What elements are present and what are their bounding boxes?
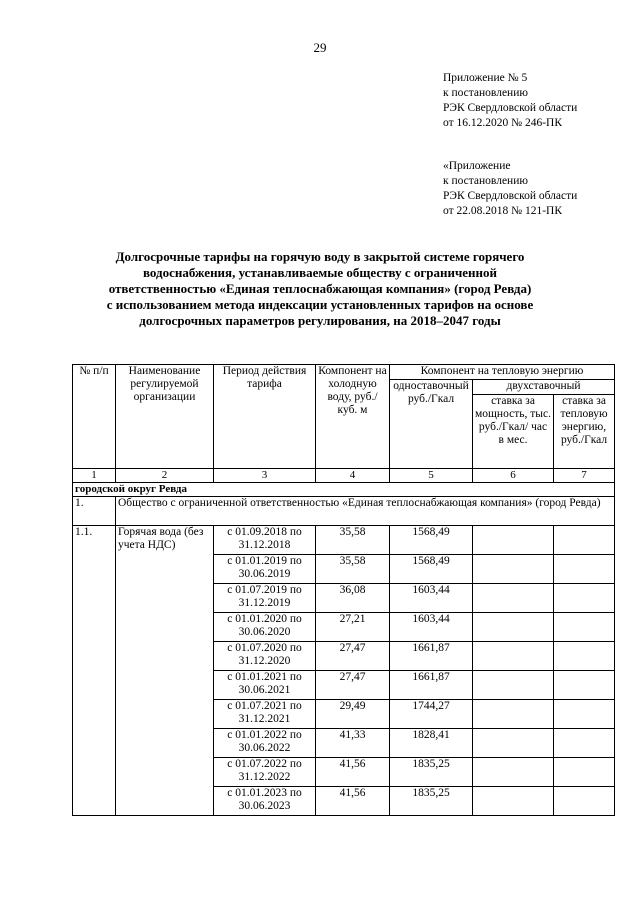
tariff-table <box>72 364 615 816</box>
cold-water-cell: 35,58 <box>316 555 390 584</box>
cold-water-cell: 27,47 <box>316 671 390 700</box>
period-cell: с 01.07.2022 по 31.12.2022 <box>214 758 316 787</box>
title-line: долгосрочных параметров регулирования, на 2018–2047 годы <box>139 313 501 328</box>
header-period: Период действия тарифа <box>214 365 316 469</box>
single-rate-cell: 1568,49 <box>390 526 473 555</box>
title-line: ответственностью «Единая теплоснабжающая компания» (город Ревда) <box>108 281 532 296</box>
single-rate-cell: 1603,44 <box>390 613 473 642</box>
region-row: городской округ Ревда <box>73 483 615 497</box>
header-num: № п/п <box>73 365 116 469</box>
capacity-rate-cell <box>473 729 554 758</box>
energy-rate-cell <box>554 758 615 787</box>
capacity-rate-cell <box>473 584 554 613</box>
energy-rate-cell <box>554 555 615 584</box>
cold-water-cell: 27,47 <box>316 642 390 671</box>
single-rate-cell: 1828,41 <box>390 729 473 758</box>
period-cell: с 01.01.2019 по 30.06.2019 <box>214 555 316 584</box>
col-number: 4 <box>316 469 390 483</box>
appendix-line: РЭК Свердловской области <box>443 102 578 114</box>
appendix-line: к постановлению <box>443 87 528 99</box>
energy-rate-cell <box>554 671 615 700</box>
col-number: 3 <box>214 469 316 483</box>
appendix-line: от 22.08.2018 № 121-ПК <box>443 205 563 217</box>
org-num: 1. <box>73 497 116 526</box>
capacity-rate-cell <box>473 526 554 555</box>
cold-water-cell: 27,21 <box>316 613 390 642</box>
cold-water-cell: 41,33 <box>316 729 390 758</box>
period-cell: с 01.01.2021 по 30.06.2021 <box>214 671 316 700</box>
capacity-rate-cell <box>473 700 554 729</box>
single-rate-cell: 1568,49 <box>390 555 473 584</box>
energy-rate-cell <box>554 613 615 642</box>
appendix-line: Приложение № 5 <box>443 72 528 84</box>
item-num: 1.1. <box>73 526 116 816</box>
period-cell: с 01.07.2019 по 31.12.2019 <box>214 584 316 613</box>
period-cell: с 01.01.2023 по 30.06.2023 <box>214 787 316 816</box>
header-thermal-group: Компонент на тепловую энергию <box>390 365 615 380</box>
energy-rate-cell <box>554 729 615 758</box>
appendix-line: «Приложение <box>443 160 511 172</box>
single-rate-cell: 1744,27 <box>390 700 473 729</box>
col-number: 1 <box>73 469 116 483</box>
single-rate-cell: 1603,44 <box>390 584 473 613</box>
col-number: 5 <box>390 469 473 483</box>
period-cell: с 01.01.2022 по 30.06.2022 <box>214 729 316 758</box>
energy-rate-cell <box>554 526 615 555</box>
appendix-current <box>443 71 577 131</box>
document-title <box>70 249 570 329</box>
cold-water-cell: 41,56 <box>316 758 390 787</box>
appendix-line: от 16.12.2020 № 246-ПК <box>443 117 563 129</box>
header-single-rate: одноставочный руб./Гкал <box>390 380 473 469</box>
capacity-rate-cell <box>473 787 554 816</box>
org-name: Общество с ограниченной ответственностью «Единая теплоснабжающая компания» (город Ревда) <box>116 497 615 526</box>
title-line: Долгосрочные тарифы на горячую воду в закрытой системе горячего <box>115 249 525 264</box>
header-cold-water: Компонент на холодную воду, руб./куб. м <box>316 365 390 469</box>
cold-water-cell: 41,56 <box>316 787 390 816</box>
header-org: Наименование регулируемой организации <box>116 365 214 469</box>
table-row <box>73 526 615 555</box>
page-number: 29 <box>313 40 327 55</box>
header-energy-rate: ставка за тепловую энергию, руб./Гкал <box>554 395 615 469</box>
capacity-rate-cell <box>473 642 554 671</box>
single-rate-cell: 1835,25 <box>390 758 473 787</box>
single-rate-cell: 1661,87 <box>390 671 473 700</box>
appendix-previous <box>443 159 577 219</box>
cold-water-cell: 29,49 <box>316 700 390 729</box>
capacity-rate-cell <box>473 613 554 642</box>
capacity-rate-cell <box>473 555 554 584</box>
appendix-line: к постановлению <box>443 175 528 187</box>
item-name: Горячая вода (без учета НДС) <box>116 526 214 816</box>
energy-rate-cell <box>554 700 615 729</box>
period-cell: с 01.09.2018 по 31.12.2018 <box>214 526 316 555</box>
period-cell: с 01.07.2020 по 31.12.2020 <box>214 642 316 671</box>
energy-rate-cell <box>554 642 615 671</box>
energy-rate-cell <box>554 787 615 816</box>
single-rate-cell: 1835,25 <box>390 787 473 816</box>
period-cell: с 01.01.2020 по 30.06.2020 <box>214 613 316 642</box>
single-rate-cell: 1661,87 <box>390 642 473 671</box>
title-line: с использованием метода индексации установленных тарифов на основе <box>106 297 534 312</box>
title-line: водоснабжения, устанавливаемые обществу с ограниченной <box>142 265 498 280</box>
cold-water-cell: 35,58 <box>316 526 390 555</box>
col-number: 2 <box>116 469 214 483</box>
period-cell: с 01.07.2021 по 31.12.2021 <box>214 700 316 729</box>
cold-water-cell: 36,08 <box>316 584 390 613</box>
col-number: 7 <box>554 469 615 483</box>
appendix-line: РЭК Свердловской области <box>443 190 578 202</box>
capacity-rate-cell <box>473 671 554 700</box>
header-two-rate-group: двухставочный <box>473 380 615 395</box>
header-capacity-rate: ставка за мощность, тыс. руб./Гкал/ час в мес. <box>473 395 554 469</box>
energy-rate-cell <box>554 584 615 613</box>
capacity-rate-cell <box>473 758 554 787</box>
col-number: 6 <box>473 469 554 483</box>
